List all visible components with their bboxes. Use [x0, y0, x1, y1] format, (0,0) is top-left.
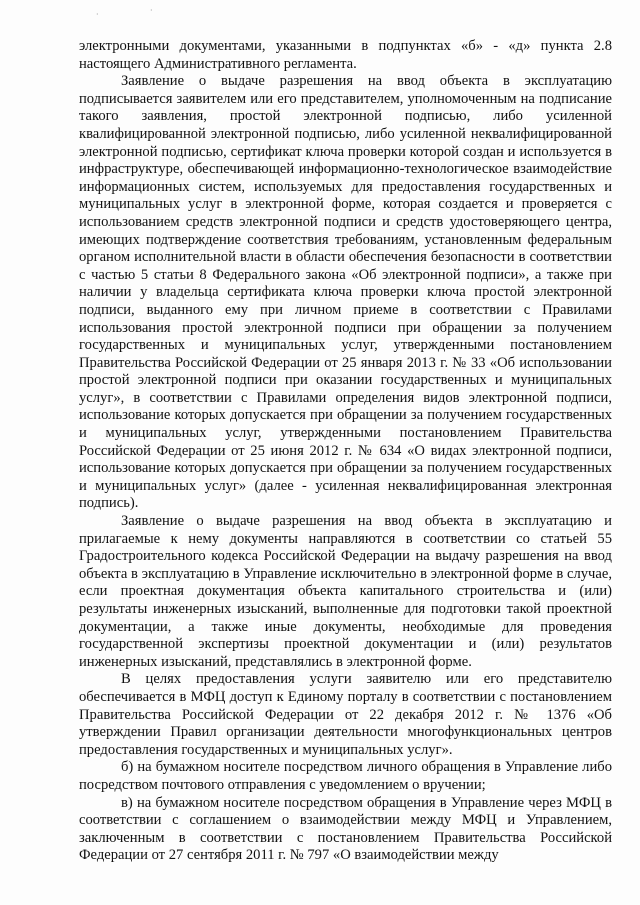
scan-mark: ·: [96, 10, 99, 19]
document-body: [79, 38, 612, 865]
paragraph-item-v: в) на бумажном носителе посредством обращения в Управление через МФЦ в соответствии с соглашением о взаимодействии между МФЦ и Управлением, заключенным в соответствии с постановлением Правительства Российской Федерации от 27 сентября 2011 г. № 797 «О взаимодействии между: [79, 794, 612, 864]
paragraph-signature-requirements: Заявление о выдаче разрешения на ввод объекта в эксплуатацию подписывается заявителем или его представителем, уполномоченным на подписание такого заявления, простой электронной подписью, либо усиленной квалифицированной электронной подписью, либо усиленной неквалифицированной электронной подписью, сертификат ключа проверки которой создан и используется в инфраструктуре, обеспечивающей информационно-технологическое взаимодействие информационных систем, используемых для предоставления государственных и муниципальных услуг в электронной форме, которая создается и проверяется с использованием средств электронной подписи и средств удостоверяющего центра, имеющих подтверждение соответствия требованиям, установленным федеральным органом исполнительной власти в области обеспечения безопасности в соответствии с частью 5 статьи 8 Федерального закона «Об электронной подписи», а также при наличии у владельца сертификата ключа проверки ключа простой электронной подписи, выданного ему при личном приеме в соответствии с Правилами использования простой электронной подписи при обращении за получением государственных и муниципальных услуг, утвержденными постановлением Правительства Российской Федерации от 25 января 2013 г. № 33 «Об использовании простой электронной подписи при оказании государственных и муниципальных услуг», в соответствии с Правилами определения видов электронной подписи, использование которых допускается при обращении за получением государственных и муниципальных услуг, утвержденными постановлением Правительства Российской Федерации от 25 июня 2012 г. № 634 «О видах электронной подписи, использование которых допускается при обращении за получением государственных и муниципальных услуг» (далее - усиленная неквалифицированная электронная подпись).: [79, 73, 612, 512]
paragraph-mfc-access: В целях предоставления услуги заявителю или его представителю обеспечивается в МФЦ доступ к Единому порталу в соответствии с постановлением Правительства Российской Федерации от 22 декабря 2012 г. № 1376 «Об утверждении Правил организации деятельности многофункциональных центров предоставления государственных и муниципальных услуг».: [79, 671, 612, 758]
paragraph-item-b: б) на бумажном носителе посредством личного обращения в Управление либо посредством почтового отправления с уведомлением о вручении;: [79, 759, 612, 793]
paragraph-continuation: электронными документами, указанными в подпунктах «б» - «д» пункта 2.8 настоящего Административного регламента.: [79, 38, 612, 72]
paragraph-electronic-submission: Заявление о выдаче разрешения на ввод объекта в эксплуатацию и прилагаемые к нему документы направляются в соответствии со статьей 55 Градостроительного кодекса Российской Федерации на выдачу разрешения на ввод объекта в эксплуатацию в Управление исключительно в электронной форме в случае, если проектная документация объекта капитального строительства и (или) результаты инженерных изысканий, выполненные для подготовки такой проектной документации, а также иные документы, необходимые для проведения государственной экспертизы проектной документации и (или) результатов инженерных изысканий, представлялись в электронной форме.: [79, 513, 612, 670]
scan-mark: ·: [150, 6, 153, 15]
